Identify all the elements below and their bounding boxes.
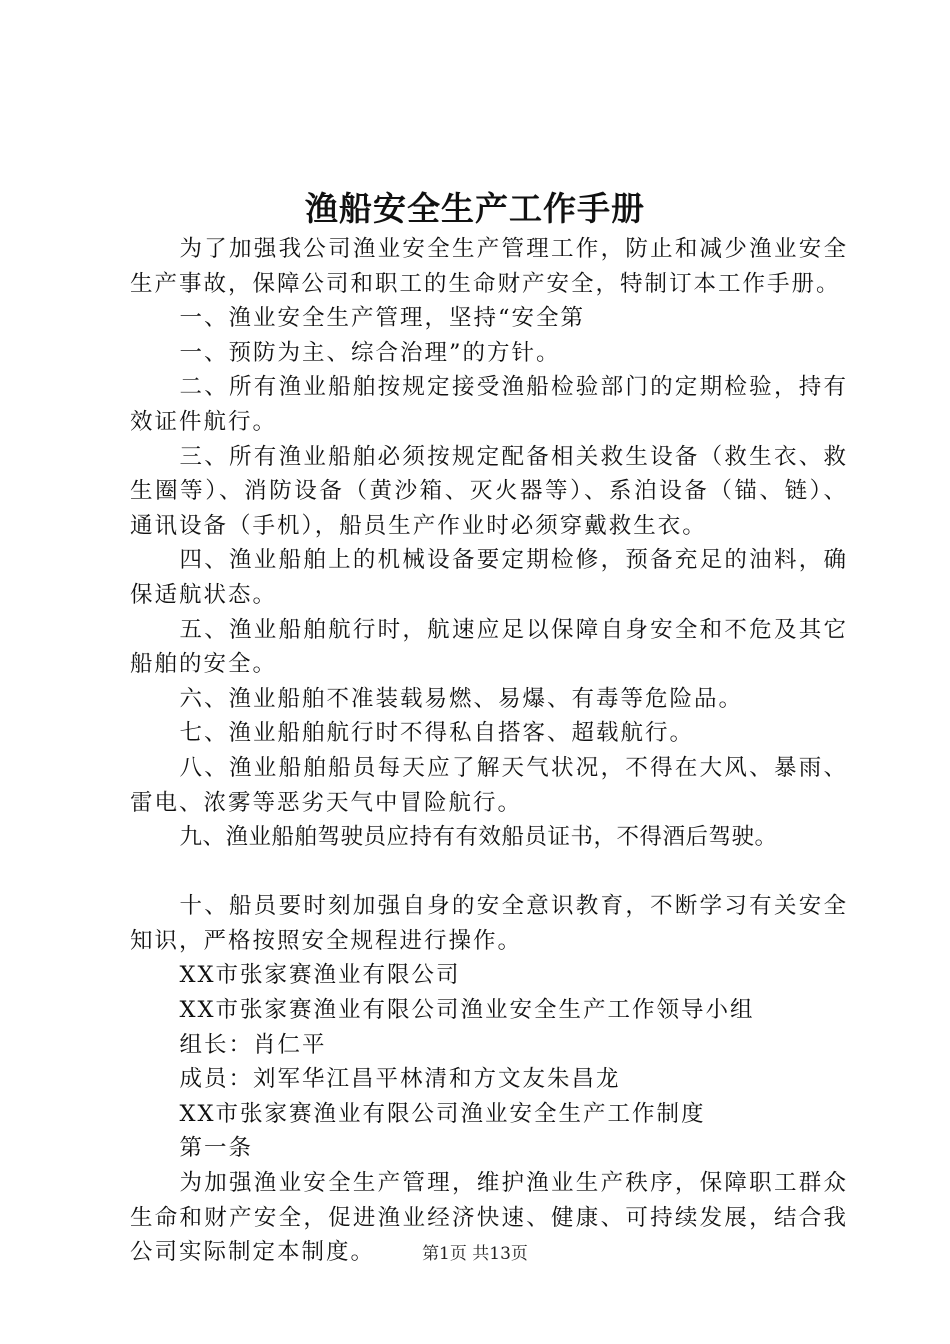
clause-1a: 一、渔业安全生产管理，坚持“安全第	[179, 305, 586, 332]
clause-4: 四、渔业船舶上的机械设备要定期检修，预备充足的油料，确保适航状态。	[130, 547, 848, 608]
company-name: XX市张家赛渔业有限公司	[179, 962, 461, 989]
regulation-heading: XX市张家赛渔业有限公司渔业安全生产工作制度	[179, 1100, 706, 1127]
group-members: 成员：刘军华江昌平林清和方文友朱昌龙	[179, 1066, 621, 1093]
clause-9: 九、渔业船舶驾驶员应持有有效船员证书，不得酒后驾驶。	[179, 824, 778, 851]
article-1-label: 第一条	[179, 1135, 254, 1162]
document-body	[130, 232, 848, 1270]
group-leader: 组长：肖仁平	[179, 1031, 327, 1058]
clause-7: 七、渔业船舶航行时不得私自搭客、超载航行。	[179, 720, 695, 747]
leading-group-heading: XX市张家赛渔业有限公司渔业安全生产工作领导小组	[179, 997, 755, 1024]
article-1-text: 为加强渔业安全生产管理，维护渔业生产秩序，保障职工群众生命和财产安全，促进渔业经济快速、健康、可持续发展，结合我公司实际制定本制度。	[130, 1170, 848, 1266]
clause-10: 十、船员要时刻加强自身的安全意识教育，不断学习有关安全知识，严格按照安全规程进行操作。	[130, 893, 848, 954]
clause-6: 六、渔业船舶不准装载易燃、易爆、有毒等危险品。	[179, 685, 744, 712]
page-number: 第1页 共13页	[422, 1244, 528, 1264]
clause-8: 八、渔业船舶船员每天应了解天气状况，不得在大风、暴雨、雷电、浓雾等恶劣天气中冒险航行。	[130, 754, 848, 816]
intro-paragraph: 为了加强我公司渔业安全生产管理工作，防止和减少渔业安全生产事故，保障公司和职工的生命财产安全，特制订本工作手册。	[130, 236, 848, 297]
clause-5: 五、渔业船舶航行时，航速应足以保障自身安全和不危及其它船舶的安全。	[130, 616, 848, 678]
document-title: 渔船安全生产工作手册	[305, 189, 645, 228]
clause-3: 三、所有渔业船舶必须按规定配备相关救生设备（救生衣、救生圈等）、消防设备（黄沙箱、灭火器等）、系泊设备（锚、链）、通讯设备（手机），船员生产作业时必须穿戴救生衣。	[130, 443, 848, 539]
clause-2: 二、所有渔业船舶按规定接受渔船检验部门的定期检验，持有效证件航行。	[130, 374, 848, 435]
clause-1b: 一、预防为主、综合治理”的方针。	[179, 339, 561, 366]
